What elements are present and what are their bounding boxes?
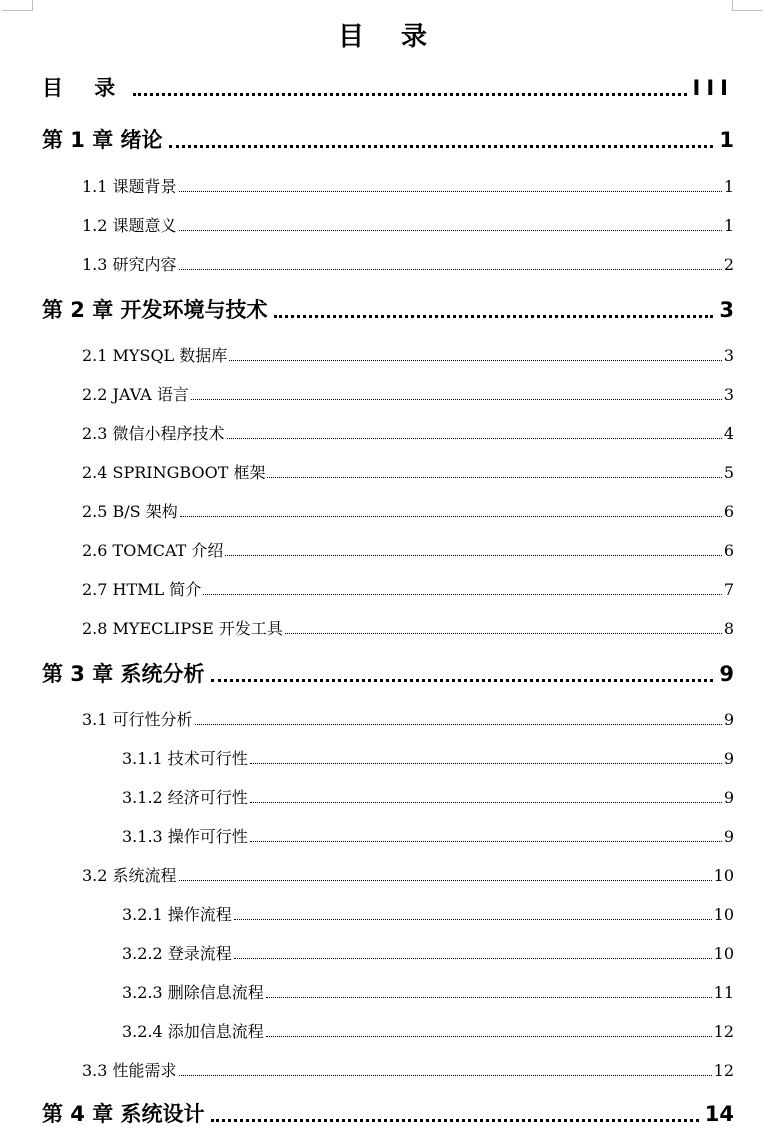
- toc-subsection-entry[interactable]: [122, 746, 734, 770]
- toc-page-number: 6: [723, 502, 734, 521]
- toc-leader-dots: [179, 181, 722, 192]
- toc-leader-dots: [211, 667, 714, 682]
- toc-entry-label: 3.2.3 删除信息流程: [122, 983, 264, 1002]
- toc-leader-dots: [180, 506, 722, 517]
- toc-leader-dots: [285, 623, 722, 634]
- toc-leader-dots: [250, 753, 722, 764]
- toc-subsection-entry[interactable]: [122, 1019, 734, 1043]
- toc-page-number: 9: [723, 788, 734, 807]
- toc-page-number: 1: [723, 216, 734, 235]
- toc-section-entry[interactable]: [82, 616, 734, 640]
- toc-leader-dots: [267, 467, 721, 478]
- toc-page-number: 6: [723, 541, 734, 560]
- toc-page-number: 12: [713, 1022, 734, 1041]
- toc-section-entry[interactable]: [82, 707, 734, 731]
- page-corner-mark-left: [2, 0, 33, 11]
- toc-entry-label: 1.3 研究内容: [82, 255, 177, 274]
- toc-subsection-entry[interactable]: [122, 902, 734, 926]
- toc-entry-label: 1.2 课题意义: [82, 216, 177, 235]
- toc-entry-label: 3.2.2 登录流程: [122, 944, 232, 963]
- page-corner-mark-right: [732, 0, 763, 11]
- toc-page-number: 3: [723, 346, 734, 365]
- toc-page-number: 11: [713, 983, 734, 1002]
- toc-leader-dots: [250, 792, 722, 803]
- toc-section-entry[interactable]: [82, 863, 734, 887]
- toc-entry-label: 第 4 章 系统设计: [42, 1102, 205, 1126]
- toc-entry-label: 第 3 章 系统分析: [42, 662, 205, 686]
- toc-chapter-entry[interactable]: [42, 294, 734, 326]
- toc-section-entry[interactable]: [82, 1058, 734, 1082]
- toc-entry-label: 2.8 MYECLIPSE 开发工具: [82, 619, 283, 638]
- toc-subsection-entry[interactable]: [122, 941, 734, 965]
- toc-entry-label: 3.2 系统流程: [82, 866, 177, 885]
- toc-leader-dots: [225, 545, 721, 556]
- toc-page-number: 3: [723, 385, 734, 404]
- toc-entry-label: 2.7 HTML 简介: [82, 580, 202, 599]
- toc-leader-dots: [250, 831, 722, 842]
- toc-entry-label: 2.2 JAVA 语言: [82, 385, 189, 404]
- toc-leader-dots: [211, 1107, 699, 1122]
- toc-page-number: 9: [723, 749, 734, 768]
- toc-entry-label: 2.4 SPRINGBOOT 框架: [82, 463, 266, 482]
- toc-leader-dots: [203, 584, 722, 595]
- toc-entry-label: 3.1.2 经济可行性: [122, 788, 248, 807]
- toc-entry-label: 3.3 性能需求: [82, 1061, 177, 1080]
- toc-leader-dots: [266, 987, 712, 998]
- toc-leader-dots: [179, 259, 722, 270]
- toc-page-number: 9: [723, 827, 734, 846]
- toc-section-entry[interactable]: [82, 343, 734, 367]
- toc-section-entry[interactable]: [82, 174, 734, 198]
- toc-leader-dots: [266, 1026, 712, 1037]
- toc-leader-dots: [179, 220, 722, 231]
- toc-chapter-entry[interactable]: [42, 1098, 734, 1130]
- toc-entry-label: 2.3 微信小程序技术: [82, 424, 225, 443]
- toc-page-number: 10: [713, 905, 734, 924]
- toc-leader-dots: [274, 303, 714, 318]
- toc-chapter-entry[interactable]: [42, 72, 734, 104]
- toc-chapter-entry[interactable]: [42, 658, 734, 690]
- toc-entry-label: 2.6 TOMCAT 介绍: [82, 541, 224, 560]
- toc-entry-label: 2.1 MYSQL 数据库: [82, 346, 228, 365]
- toc-leader-dots: [195, 714, 722, 725]
- toc-leader-dots: [179, 1065, 712, 1076]
- toc-page-number: 9: [723, 710, 734, 729]
- toc-leader-dots: [234, 948, 712, 959]
- toc-entry-label: 第 1 章 绪论: [42, 128, 163, 152]
- toc-page-number: 3: [719, 298, 734, 322]
- toc-page-number: 8: [723, 619, 734, 638]
- toc-section-entry[interactable]: [82, 499, 734, 523]
- toc-page-number: 2: [723, 255, 734, 274]
- toc-leader-dots: [234, 909, 712, 920]
- toc-page-number: 10: [713, 866, 734, 885]
- toc-page-number: 14: [704, 1102, 734, 1126]
- toc-section-entry[interactable]: [82, 460, 734, 484]
- toc-page-number: 12: [713, 1061, 734, 1080]
- toc-section-entry[interactable]: [82, 421, 734, 445]
- toc-page-number: 5: [723, 463, 734, 482]
- toc-leader-dots: [229, 350, 722, 361]
- toc-chapter-entry[interactable]: [42, 124, 734, 156]
- toc-entry-label: 2.5 B/S 架构: [82, 502, 178, 521]
- toc-page-number: 4: [723, 424, 734, 443]
- page-title: 目 录: [337, 22, 442, 52]
- toc-entry-label: 3.1.1 技术可行性: [122, 749, 248, 768]
- toc-entry-label: 第 2 章 开发环境与技术: [42, 298, 268, 322]
- toc-section-entry[interactable]: [82, 213, 734, 237]
- toc-section-entry[interactable]: [82, 252, 734, 276]
- toc-leader-dots: [227, 428, 722, 439]
- toc-section-entry[interactable]: [82, 538, 734, 562]
- toc-page-number: 9: [719, 662, 734, 686]
- toc-page-number: 1: [723, 177, 734, 196]
- toc-entry-label: 3.1.3 操作可行性: [122, 827, 248, 846]
- toc-entry-label: 3.2.4 添加信息流程: [122, 1022, 264, 1041]
- toc-page-number: 10: [713, 944, 734, 963]
- toc-leader-dots: [179, 870, 712, 881]
- toc-entry-label: 3.1 可行性分析: [82, 710, 193, 729]
- toc-page-number: 7: [723, 580, 734, 599]
- toc-section-entry[interactable]: [82, 382, 734, 406]
- toc-subsection-entry[interactable]: [122, 824, 734, 848]
- toc-leader-dots: [133, 81, 686, 96]
- toc-entry-label: 目 录: [42, 76, 128, 100]
- toc-page-number: 1: [719, 128, 734, 152]
- toc-section-entry[interactable]: [82, 577, 734, 601]
- toc-entry-label: 1.1 课题背景: [82, 177, 177, 196]
- toc-page-number: III: [692, 76, 734, 100]
- toc-subsection-entry[interactable]: [122, 980, 734, 1004]
- toc-entry-label: 3.2.1 操作流程: [122, 905, 232, 924]
- toc-leader-dots: [191, 389, 722, 400]
- toc-leader-dots: [169, 133, 714, 148]
- toc-subsection-entry[interactable]: [122, 785, 734, 809]
